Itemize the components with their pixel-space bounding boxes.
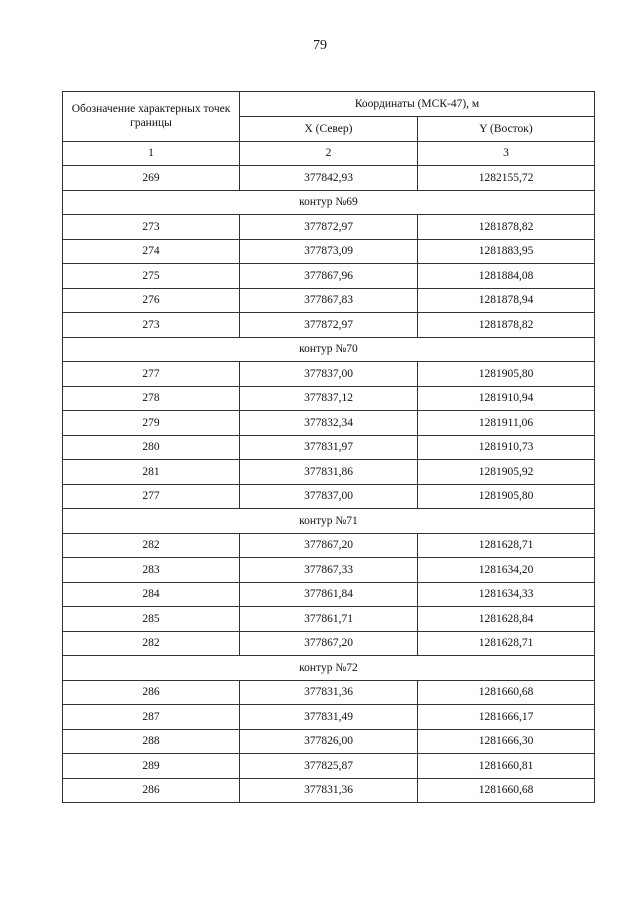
header-point-designation: Обозначение характерных точек границы (63, 92, 240, 142)
table-row (63, 313, 595, 338)
coordinates-table (62, 91, 595, 803)
x-coordinate: 377867,83 (240, 288, 418, 313)
table-row (63, 607, 595, 632)
header-x-north: X (Север) (240, 117, 418, 142)
table-row (63, 582, 595, 607)
y-coordinate: 1281883,95 (418, 239, 595, 264)
header-y-east: Y (Восток) (418, 117, 595, 142)
point-id: 287 (63, 705, 240, 730)
point-id: 282 (63, 631, 240, 656)
column-number: 2 (240, 141, 418, 166)
point-id: 276 (63, 288, 240, 313)
column-number: 3 (418, 141, 595, 166)
x-coordinate: 377837,00 (240, 362, 418, 387)
x-coordinate: 377867,96 (240, 264, 418, 289)
table-row (63, 705, 595, 730)
x-coordinate: 377872,97 (240, 215, 418, 240)
x-coordinate: 377831,36 (240, 680, 418, 705)
table-row (63, 533, 595, 558)
point-id: 282 (63, 533, 240, 558)
x-coordinate: 377842,93 (240, 166, 418, 191)
y-coordinate: 1281905,92 (418, 460, 595, 485)
table-row (63, 288, 595, 313)
point-id: 286 (63, 680, 240, 705)
point-id: 284 (63, 582, 240, 607)
table-row (63, 264, 595, 289)
y-coordinate: 1281660,68 (418, 680, 595, 705)
table-row (63, 215, 595, 240)
point-id: 281 (63, 460, 240, 485)
point-id: 269 (63, 166, 240, 191)
x-coordinate: 377831,49 (240, 705, 418, 730)
point-id: 289 (63, 754, 240, 779)
x-coordinate: 377826,00 (240, 729, 418, 754)
contour-label: контур №70 (63, 337, 595, 362)
point-id: 279 (63, 411, 240, 436)
y-coordinate: 1281660,68 (418, 778, 595, 803)
contour-row (63, 190, 595, 215)
x-coordinate: 377861,84 (240, 582, 418, 607)
y-coordinate: 1281666,30 (418, 729, 595, 754)
point-id: 283 (63, 558, 240, 583)
column-numbers-row (63, 141, 595, 166)
point-id: 288 (63, 729, 240, 754)
y-coordinate: 1281905,80 (418, 362, 595, 387)
header-coordinates: Координаты (МСК-47), м (240, 92, 595, 117)
page-number: 79 (313, 38, 327, 53)
table-row (63, 411, 595, 436)
y-coordinate: 1281910,73 (418, 435, 595, 460)
point-id: 280 (63, 435, 240, 460)
table-row (63, 166, 595, 191)
x-coordinate: 377867,33 (240, 558, 418, 583)
y-coordinate: 1281878,82 (418, 313, 595, 338)
x-coordinate: 377831,36 (240, 778, 418, 803)
x-coordinate: 377867,20 (240, 631, 418, 656)
point-id: 277 (63, 362, 240, 387)
table-row (63, 778, 595, 803)
x-coordinate: 377861,71 (240, 607, 418, 632)
contour-label: контур №72 (63, 656, 595, 681)
table-row (63, 680, 595, 705)
table-row (63, 460, 595, 485)
contour-row (63, 337, 595, 362)
table-row (63, 484, 595, 509)
y-coordinate: 1281628,84 (418, 607, 595, 632)
y-coordinate: 1281911,06 (418, 411, 595, 436)
point-id: 274 (63, 239, 240, 264)
column-number: 1 (63, 141, 240, 166)
table-row (63, 631, 595, 656)
table-header (63, 92, 595, 166)
contour-label: контур №71 (63, 509, 595, 534)
point-id: 275 (63, 264, 240, 289)
y-coordinate: 1281666,17 (418, 705, 595, 730)
y-coordinate: 1281878,82 (418, 215, 595, 240)
table-row (63, 558, 595, 583)
x-coordinate: 377831,97 (240, 435, 418, 460)
contour-label: контур №69 (63, 190, 595, 215)
x-coordinate: 377831,86 (240, 460, 418, 485)
header-row-top (63, 92, 595, 117)
contour-row (63, 509, 595, 534)
x-coordinate: 377872,97 (240, 313, 418, 338)
y-coordinate: 1281634,20 (418, 558, 595, 583)
point-id: 273 (63, 215, 240, 240)
y-coordinate: 1281628,71 (418, 631, 595, 656)
table-row (63, 435, 595, 460)
y-coordinate: 1281910,94 (418, 386, 595, 411)
point-id: 277 (63, 484, 240, 509)
y-coordinate: 1281884,08 (418, 264, 595, 289)
y-coordinate: 1281628,71 (418, 533, 595, 558)
table-row (63, 729, 595, 754)
y-coordinate: 1281905,80 (418, 484, 595, 509)
table-row (63, 754, 595, 779)
x-coordinate: 377867,20 (240, 533, 418, 558)
y-coordinate: 1281878,94 (418, 288, 595, 313)
x-coordinate: 377837,00 (240, 484, 418, 509)
x-coordinate: 377825,87 (240, 754, 418, 779)
y-coordinate: 1281634,33 (418, 582, 595, 607)
table-row (63, 362, 595, 387)
point-id: 273 (63, 313, 240, 338)
x-coordinate: 377873,09 (240, 239, 418, 264)
point-id: 286 (63, 778, 240, 803)
table-row (63, 386, 595, 411)
point-id: 278 (63, 386, 240, 411)
table-row (63, 239, 595, 264)
contour-row (63, 656, 595, 681)
x-coordinate: 377832,34 (240, 411, 418, 436)
y-coordinate: 1281660,81 (418, 754, 595, 779)
x-coordinate: 377837,12 (240, 386, 418, 411)
y-coordinate: 1282155,72 (418, 166, 595, 191)
point-id: 285 (63, 607, 240, 632)
table-body (63, 166, 595, 803)
